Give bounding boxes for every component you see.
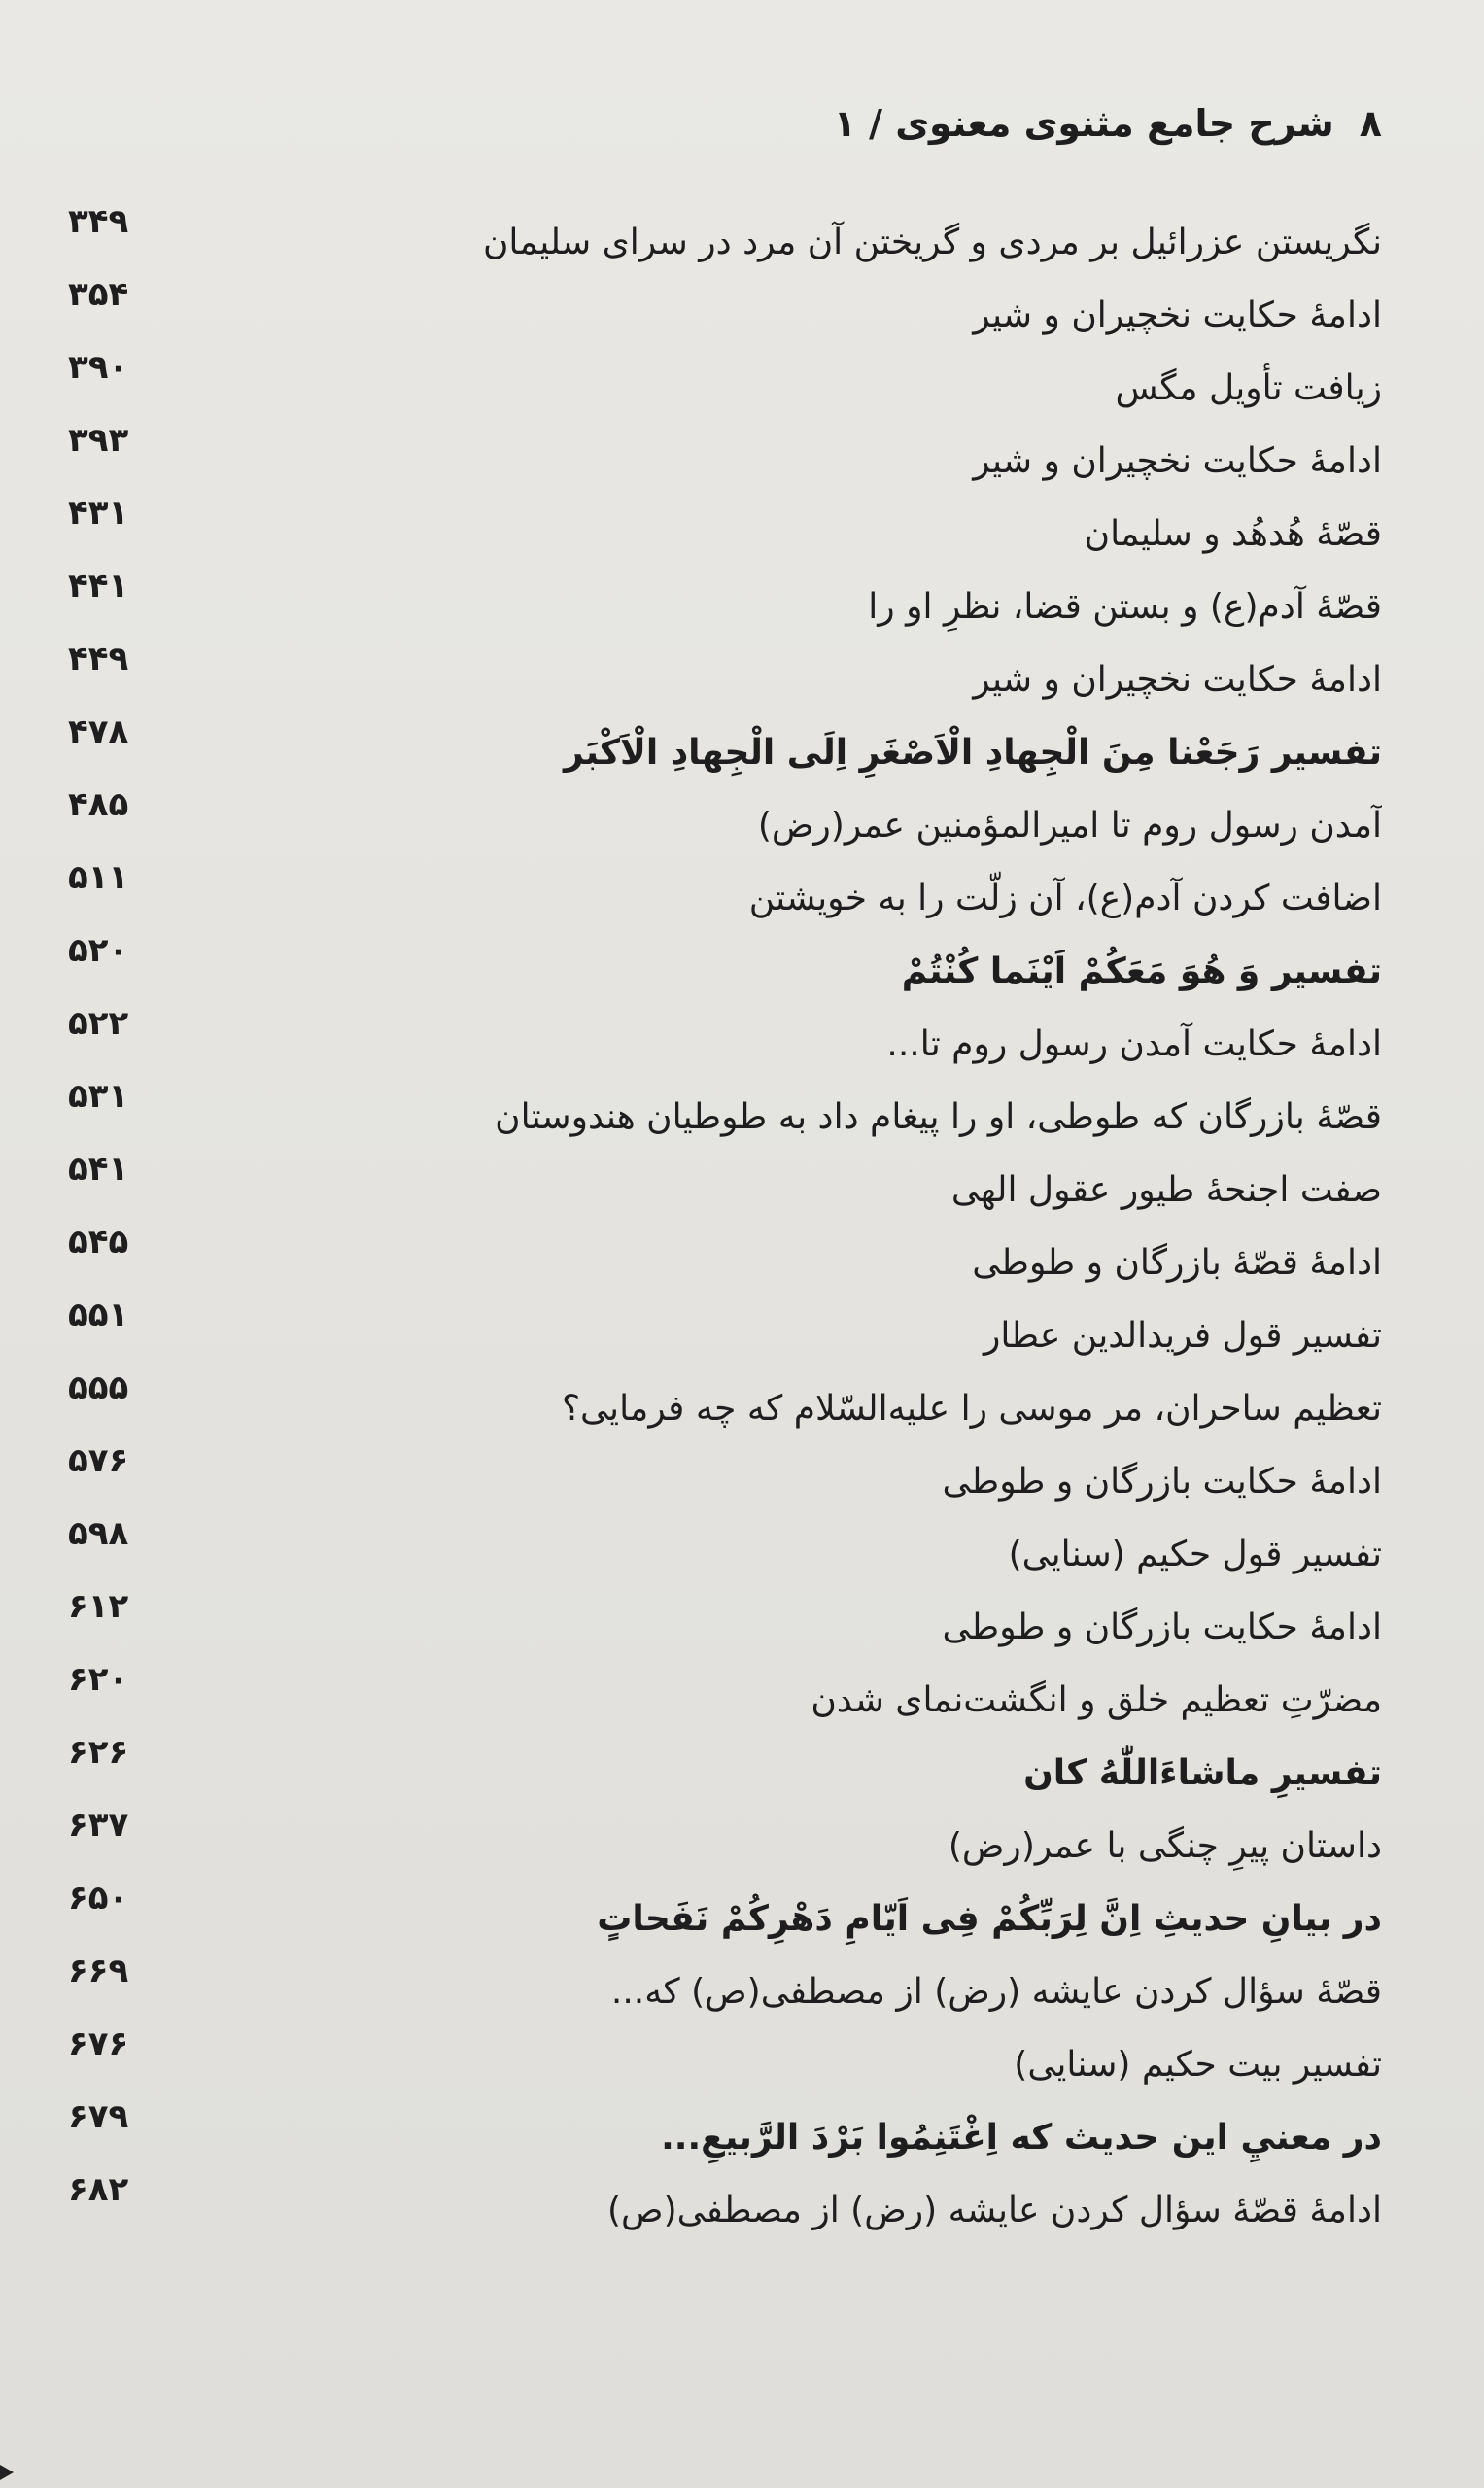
toc-entry-title: زیافت تأویل مگس bbox=[1115, 368, 1382, 408]
toc-entry-title: ادامهٔ حکایت نخچیران و شیر bbox=[973, 660, 1382, 700]
toc-entry bbox=[0, 2024, 1484, 2108]
toc-entry-title: ادامهٔ حکایت بازرگان و طوطی bbox=[942, 1462, 1382, 1502]
toc-entry bbox=[0, 1587, 1484, 1671]
toc-entry-page-number: ۴۷۸ bbox=[68, 712, 129, 751]
toc-entry bbox=[0, 1952, 1484, 2035]
toc-entry-page-number: ۴۸۵ bbox=[68, 785, 129, 824]
toc-entry-title: نگریستن عزرائیل بر مردی و گریختن آن مرد در سرای سلیمان bbox=[482, 223, 1382, 262]
toc-entry-page-number: ۵۹۸ bbox=[68, 1514, 129, 1553]
toc-entry bbox=[0, 1368, 1484, 1452]
toc-entry-title: تفسیر رَجَعْنا مِنَ الْجِهادِ الْاَصْغَرِ اِلَی الْجِهادِ الْاَکْبَر bbox=[564, 733, 1382, 773]
toc-entry-page-number: ۵۳۱ bbox=[68, 1077, 129, 1116]
toc-entry-title: آمدن رسول روم تا امیرالمؤمنین عمر(رض) bbox=[757, 806, 1382, 846]
toc-entry-page-number: ۳۹۳ bbox=[68, 421, 129, 460]
toc-entry bbox=[0, 1806, 1484, 1889]
running-header bbox=[604, 89, 1382, 157]
toc-entry bbox=[0, 1660, 1484, 1744]
toc-entry-page-number: ۳۴۹ bbox=[68, 202, 129, 241]
toc-entry-title: تفسیر بیت حکیم (سنایی) bbox=[1014, 2045, 1382, 2085]
toc-entry-title: قصّهٔ آدم(ع) و بستن قضا، نظرِ او را bbox=[868, 587, 1382, 627]
toc-entry bbox=[0, 785, 1484, 869]
toc-entry-page-number: ۶۱۲ bbox=[68, 1587, 129, 1626]
toc-entry bbox=[0, 1733, 1484, 1816]
toc-entry bbox=[0, 348, 1484, 432]
toc-entry-page-number: ۳۹۰ bbox=[68, 348, 129, 387]
toc-entry bbox=[0, 421, 1484, 504]
toc-entry-page-number: ۶۸۲ bbox=[68, 2170, 129, 2209]
toc-entry-title: ادامهٔ حکایت آمدن رسول روم تا... bbox=[886, 1024, 1382, 1064]
toc-entry bbox=[0, 2170, 1484, 2254]
toc-entry-page-number: ۵۴۱ bbox=[68, 1150, 129, 1189]
toc-entry bbox=[0, 1441, 1484, 1525]
toc-entry-title: صفت اجنحهٔ طیور عقول الهی bbox=[950, 1170, 1382, 1210]
header-page-number: ۸ bbox=[1359, 102, 1382, 145]
toc-entry-title: قصّهٔ هُدهُد و سلیمان bbox=[1084, 514, 1382, 554]
toc-entry bbox=[0, 567, 1484, 650]
toc-entry-title: قصّهٔ سؤال کردن عایشه (رض) از مصطفی(ص) که... bbox=[610, 1972, 1382, 2012]
toc-entry-page-number: ۶۷۶ bbox=[68, 2024, 129, 2063]
toc-entry-title: تعظیم ساحران، مر موسی را علیه‌السّلام که چه فرمایی؟ bbox=[561, 1389, 1382, 1429]
toc-entry bbox=[0, 1879, 1484, 1962]
toc-entry-title: ادامهٔ حکایت نخچیران و شیر bbox=[973, 441, 1382, 481]
toc-entry-title: تفسیر قول فریدالدین عطار bbox=[983, 1316, 1382, 1356]
toc-entry bbox=[0, 1296, 1484, 1379]
toc-entry-page-number: ۴۴۹ bbox=[68, 639, 129, 678]
toc-entry-title: تفسیر وَ هُوَ مَعَکُمْ اَیْنَما کُنْتُمْ bbox=[901, 951, 1382, 991]
toc-entry bbox=[0, 931, 1484, 1015]
toc-entry-title: تفسیر قول حکیم (سنایی) bbox=[1008, 1535, 1382, 1574]
toc-entry bbox=[0, 202, 1484, 286]
toc-entry-page-number: ۵۵۱ bbox=[68, 1296, 129, 1334]
toc-entry-page-number: ۵۷۶ bbox=[68, 1441, 129, 1480]
toc-entry-page-number: ۶۲۶ bbox=[68, 1733, 129, 1772]
toc-entry bbox=[0, 1150, 1484, 1233]
toc-entry-title: تفسیرِ ماشاءَاللّٰهُ کان bbox=[1023, 1753, 1382, 1793]
toc-entry-page-number: ۵۵۵ bbox=[68, 1368, 129, 1407]
toc-entry bbox=[0, 1223, 1484, 1306]
toc-entry-page-number: ۶۳۷ bbox=[68, 1806, 129, 1845]
toc-entry-title: مضرّتِ تعظیم خلق و انگشت‌نمای شدن bbox=[811, 1680, 1382, 1720]
toc-entry bbox=[0, 1077, 1484, 1160]
toc-entry bbox=[0, 639, 1484, 723]
toc-entry-page-number: ۵۲۰ bbox=[68, 931, 129, 970]
toc-entry bbox=[0, 494, 1484, 577]
toc-entry-title: ادامهٔ قصّهٔ سؤال کردن عایشه (رض) از مصطفی(ص) bbox=[607, 2191, 1382, 2230]
toc-entry bbox=[0, 712, 1484, 796]
toc-entry-page-number: ۶۷۹ bbox=[68, 2097, 129, 2136]
toc-entry-page-number: ۵۴۵ bbox=[68, 1223, 129, 1261]
toc-entry bbox=[0, 2097, 1484, 2181]
corner-mark bbox=[0, 2465, 14, 2480]
toc-entry-page-number: ۶۵۰ bbox=[68, 1879, 129, 1918]
toc-entry bbox=[0, 858, 1484, 942]
toc-entry-title: اضافت کردن آدم(ع)، آن زلّت را به خویشتن bbox=[748, 879, 1382, 918]
toc-entry-page-number: ۶۶۹ bbox=[68, 1952, 129, 1990]
toc-entry bbox=[0, 1514, 1484, 1598]
toc-entry-title: قصّهٔ بازرگان که طوطی، او را پیغام داد به طوطیان هندوستان bbox=[495, 1097, 1382, 1137]
toc-entry-page-number: ۵۱۱ bbox=[68, 858, 129, 897]
toc-entry-title: در معنيِ این حدیث که اِغْتَنِمُوا بَرْدَ الرَّبیعِ... bbox=[661, 2118, 1382, 2158]
toc-entry-page-number: ۳۵۴ bbox=[68, 275, 129, 314]
toc-entry-title: داستان پیرِ چنگی با عمر(رض) bbox=[948, 1826, 1382, 1866]
toc-entry-title: ادامهٔ حکایت نخچیران و شیر bbox=[973, 295, 1382, 335]
toc-entry bbox=[0, 275, 1484, 359]
toc-entry-page-number: ۴۳۱ bbox=[68, 494, 129, 533]
toc-entry-title: ادامهٔ حکایت بازرگان و طوطی bbox=[942, 1607, 1382, 1647]
toc-entry-page-number: ۵۲۲ bbox=[68, 1004, 129, 1043]
toc-entry-title: در بیانِ حدیثِ اِنَّ لِرَبِّکُمْ فِی اَیّامِ دَهْرِکُمْ نَفَحاتٍ bbox=[597, 1899, 1382, 1939]
toc-entry-page-number: ۴۴۱ bbox=[68, 567, 129, 605]
toc-entry-title: ادامهٔ قصّهٔ بازرگان و طوطی bbox=[972, 1243, 1382, 1283]
toc-entry-page-number: ۶۲۰ bbox=[68, 1660, 129, 1699]
toc-entry bbox=[0, 1004, 1484, 1088]
header-title: شرح جامع مثنوی معنوی / ۱ bbox=[833, 102, 1334, 145]
